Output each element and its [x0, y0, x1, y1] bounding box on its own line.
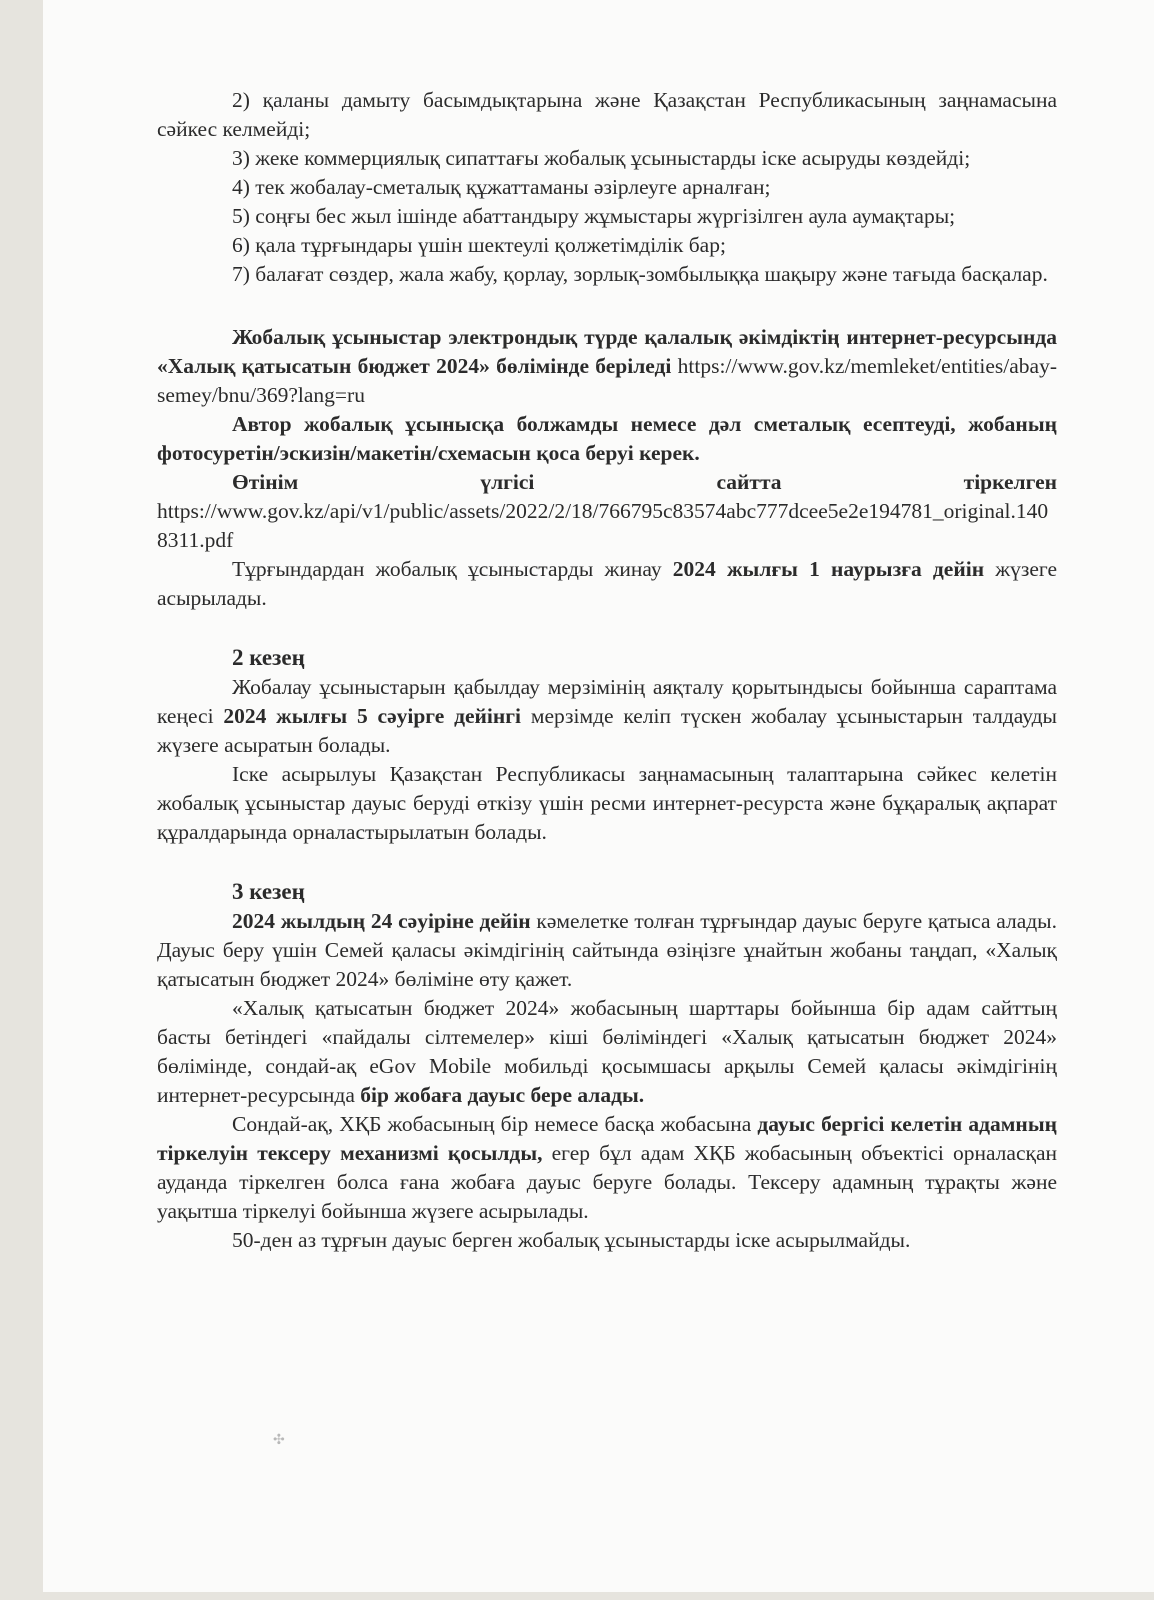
review-date: 2024 жылғы 5 сәуірге дейінгі	[223, 704, 522, 728]
document-body	[157, 86, 1057, 1255]
scan-smudge: ✣	[273, 1433, 285, 1448]
collection-deadline: Тұрғындардан жобалық ұсыныстарды жинау 2024 жылғы 1 наурызға дейін жүзеге асырылады.	[157, 557, 1057, 610]
stage-2-paragraph-1: Жобалау ұсыныстарын қабылдау мерзімінің аяқталу қорытындысы бойынша сараптама кеңесі 2024 жылғы 5 сәуірге дейінгі мерзімде келіп түскен жобалау ұсыныстарын талдауды жүзеге асыратын болады.	[157, 675, 1058, 757]
template-note: Өтінім үлгісі сайтта тіркелген	[232, 470, 1057, 494]
template-url: https://www.gov.kz/api/v1/public/assets/2022/2/18/766795c83574abc777dcee5e2e194781_original.1408311.pdf	[157, 499, 1049, 552]
submission-paragraph	[157, 323, 1057, 410]
list-item-2: 2) қаланы дамыту басымдықтарына және Қазақстан Республикасының заңнамасына сәйкес келмейді;	[157, 88, 1057, 141]
list-item-6: 6) қала тұрғындары үшін шектеулі қолжетімділік бар;	[232, 233, 726, 257]
voting-date: 2024 жылдың 24 сәуіріне дейін	[232, 909, 531, 933]
stage-3-paragraph-4: 50-ден аз тұрғын дауыс берген жобалық ұсыныстарды іске асырылмайды.	[232, 1228, 911, 1252]
stage-3-paragraph-3: Сондай-ақ, ХҚБ жобасының бір немесе басқа жобасына дауыс бергісі келетін адамның тіркелуін тексеру механизмі қосылды, егер бұл адам ХҚБ жобасының объектісі орналасқан ауданда тіркелген болса ғана жобаға дауыс беруге болады. Тексеру адамның тұрақты және уақытша тіркелуі бойынша жүзеге асырылады.	[157, 1112, 1057, 1223]
stage-3-heading: 3 кезең	[232, 879, 305, 904]
list-item-4: 4) тек жобалау-сметалық құжаттаманы әзірлеуге арналған;	[232, 175, 771, 199]
stage-3-paragraph-1: 2024 жылдың 24 сәуіріне дейін кәмелетке толған тұрғындар дауыс беруге қатыса алады. Дауыс беру үшін Семей қаласы әкімдігінің сайтында өзіңізге ұнайтын жобаны таңдап, «Халық қатысатын бюджет 2024» бөліміне өту қажет.	[157, 909, 1058, 991]
submission-bold: Жобалық ұсыныстар электрондық түрде қалалық әкімдіктің интернет-ресурсында «Халық қатысатын бюджет 2024» бөлімінде беріледі	[157, 325, 1057, 378]
stage-2-heading: 2 кезең	[232, 645, 305, 670]
list-item-7: 7) балағат сөздер, жала жабу, қорлау, зорлық-зомбылыққа шақыру және тағыда басқалар.	[232, 262, 1048, 286]
author-requirement: Автор жобалық ұсынысқа болжамды немесе дәл сметалық есептеуді, жобаның фотосуретін/эскизін/макетін/схемасын қоса беруі керек.	[157, 412, 1057, 465]
stage-2-paragraph-2: Іске асырылуы Қазақстан Республикасы заңнамасының талаптарына сәйкес келетін жобалық ұсыныстар дауыс беруді өткізу үшін ресми интернет-ресурста және бұқаралық ақпарат құралдарында орналастырылатын болады.	[157, 762, 1057, 844]
list-item-3: 3) жеке коммерциялық сипаттағы жобалық ұсыныстарды іске асыруды көздейді;	[232, 146, 971, 170]
scanned-page	[43, 0, 1154, 1592]
stage-3-paragraph-2: «Халық қатысатын бюджет 2024» жобасының шарттары бойынша бір адам сайттың басты бетіндегі «пайдалы сілтемелер» кіші бөліміндегі «Халық қатысатын бюджет 2024» бөлімінде, сондай-ақ eGov Mobile мобильді қосымшасы арқылы Семей қаласы әкімдігінің интернет-ресурсында бір жобаға дауыс бере алады.	[157, 996, 1057, 1107]
collection-date: 2024 жылғы 1 наурызға дейін	[672, 557, 985, 581]
list-item-5: 5) соңғы бес жыл ішінде абаттандыру жұмыстары жүргізілген аула аумақтары;	[232, 204, 956, 228]
submission-url: https://www.gov.kz/memleket/entities/abay-semey/bnu/369?lang=ru	[157, 354, 1057, 407]
